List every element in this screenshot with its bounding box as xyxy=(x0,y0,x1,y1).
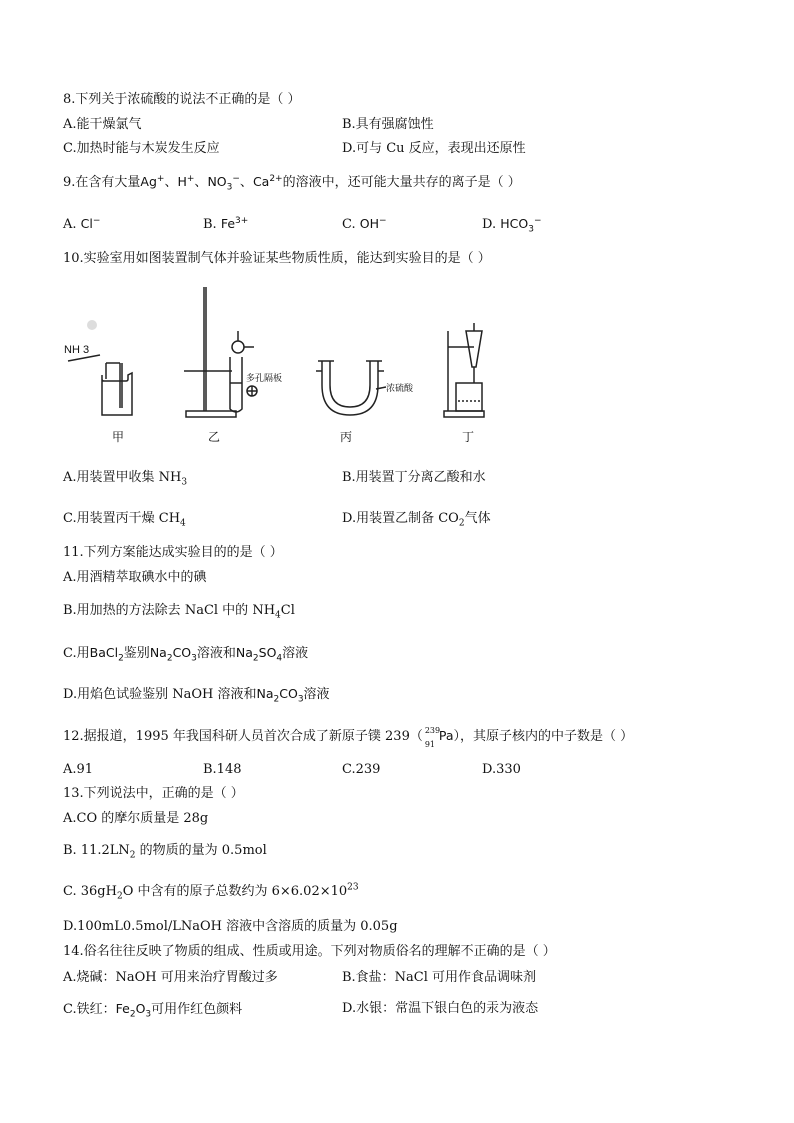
label-porous-plate: 多孔隔板 xyxy=(246,374,283,384)
q10-option-b: B.用装置丁分离乙酸和水 xyxy=(342,470,486,485)
q11-option-b: B.用加热的方法除去 NaCl 中的 $NH_4Cl$ xyxy=(63,603,295,621)
q13-option-a: A.CO 的摩尔质量是 28g xyxy=(63,811,209,826)
label-yi: 乙 xyxy=(208,430,221,444)
q9-stem: 9.在含有大量Ag+、H+、$NO_3^-$、$Ca^{2+}$的溶液中，还可能大量共存的离子是（ ） xyxy=(63,173,521,193)
q8-option-d: D.可与 Cu 反应，表现出还原性 xyxy=(342,141,526,156)
q11-stem: 11.下列方案能达成实验目的的是（ ） xyxy=(63,545,283,560)
label-ding: 丁 xyxy=(462,430,475,444)
q14-option-b: B.食盐：NaCl 可用作食品调味剂 xyxy=(342,970,537,985)
q8-stem: 8.下列关于浓硫酸的说法不正确的是（ ） xyxy=(63,92,301,107)
q9-option-b: B. $Fe^{3+}$ xyxy=(203,215,249,232)
label-jia: 甲 xyxy=(112,430,125,444)
q12-option-b: B.148 xyxy=(203,762,242,777)
q11-option-a: A.用酒精萃取碘水中的碘 xyxy=(63,570,207,585)
q11-option-d: D.用焰色试验鉴别 NaOH 溶液和$Na_2CO_3$溶液 xyxy=(63,686,330,705)
apparatus-ding xyxy=(444,323,484,417)
q14-option-d: D.水银：常温下银白色的汞为液态 xyxy=(342,1001,539,1016)
apparatus-figure xyxy=(60,283,500,449)
ion-no3: $NO_3^-$ xyxy=(207,173,240,193)
q13-option-c: C. $36gH_2O$ 中含有的原子总数约为 $6\times 6.02\times 10^{23}$ xyxy=(63,882,359,902)
q8-option-b: B.具有强腐蚀性 xyxy=(342,117,434,132)
q10-stem: 10.实验室用如图装置制气体并验证某些物质性质，能达到实验目的是（ ） xyxy=(63,251,491,266)
q14-stem: 14.俗名往往反映了物质的组成、性质或用途。下列对物质俗名的理解不正确的是（ ） xyxy=(63,944,556,959)
q10-option-c: C.用装置丙干燥 $CH_4$ xyxy=(63,511,186,529)
ion-h: H+ xyxy=(177,173,195,189)
label-bing: 丙 xyxy=(340,430,353,444)
q12-option-c: C.239 xyxy=(342,762,381,777)
nuclide-notation: 239 91 xyxy=(424,725,441,749)
apparatus-yi xyxy=(184,287,257,417)
q9-option-a: A. Cl− xyxy=(63,215,101,232)
q9-option-d: D. $HCO_3^-$ xyxy=(482,215,542,235)
label-conc-acid: 浓硫酸 xyxy=(386,384,414,394)
q14-option-c: C.铁红：$Fe_2O_3$可用作红色颜料 xyxy=(63,1001,243,1020)
apparatus-jia xyxy=(64,320,132,415)
ion-ag: Ag+ xyxy=(140,173,165,189)
q10-option-d: D.用装置乙制备 $CO_2$气体 xyxy=(342,511,491,529)
q9-option-c: C. OH− xyxy=(342,215,387,232)
q8-option-a: A.能干燥氯气 xyxy=(63,117,142,132)
q13-option-b: B. $11.2LN_2$ 的物质的量为 0.5mol xyxy=(63,843,267,861)
label-nh3: NH 3 xyxy=(64,344,90,356)
q11-option-c: C.用BaCl$_2$鉴别$Na_2CO_3$溶液和$Na_2SO_4$溶液 xyxy=(63,645,309,664)
q12-stem: 12.据报道，1995 年我国科研人员首次合成了新原子镤 239（ 239 91 Pa），其原子核内的中子数是（ ） xyxy=(63,725,634,749)
q12-option-d: D.330 xyxy=(482,762,521,777)
ion-ca: $Ca^{2+}$ xyxy=(252,173,283,189)
q13-option-d: D.100mL0.5mol/LNaOH 溶液中含溶质的质量为 0.05g xyxy=(63,919,398,934)
q14-option-a: A.烧碱：NaOH 可用来治疗胃酸过多 xyxy=(63,970,278,985)
q13-stem: 13.下列说法中，正确的是（ ） xyxy=(63,786,244,801)
q8-option-c: C.加热时能与木炭发生反应 xyxy=(63,141,220,156)
q10-option-a: A.用装置甲收集 $NH_3$ xyxy=(63,470,188,488)
q12-option-a: A.91 xyxy=(63,762,94,777)
apparatus-bing xyxy=(316,361,386,415)
